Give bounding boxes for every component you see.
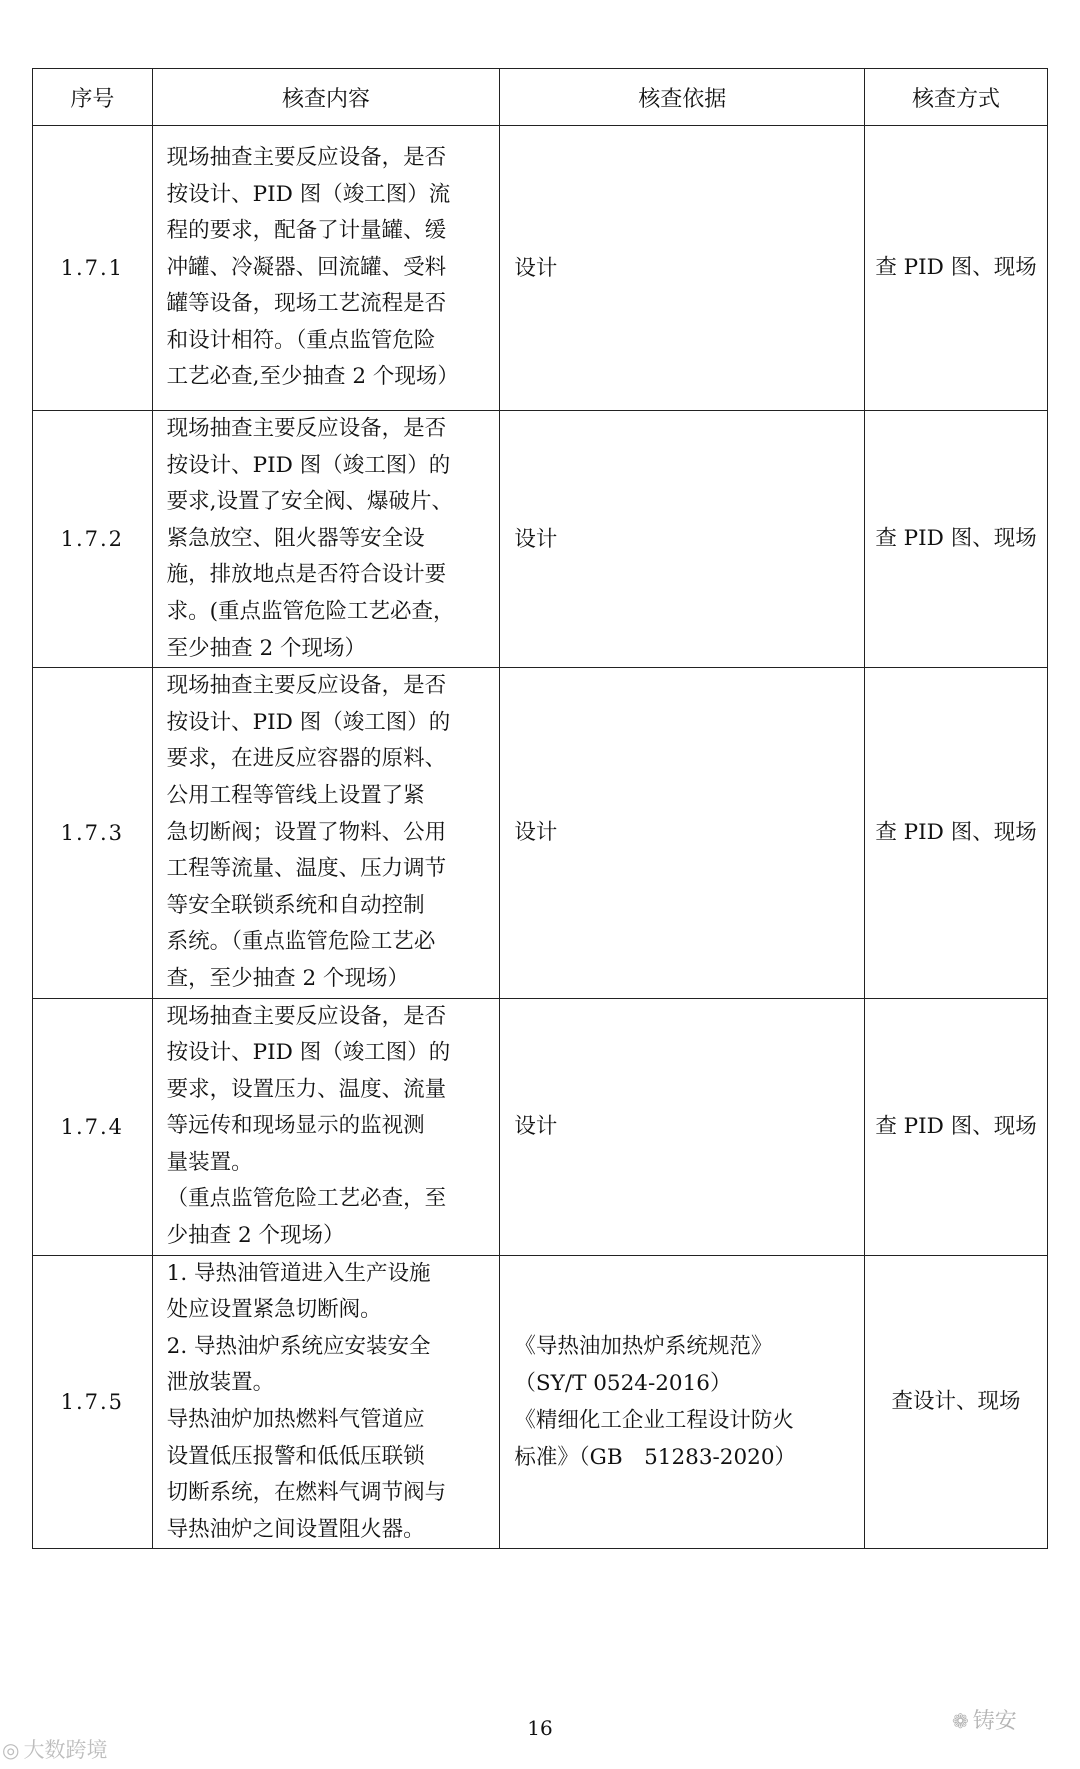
basis-line: 设计 [514,1114,558,1140]
content-line: 量装置。 [166,1149,253,1175]
content-line: 现场抽查主要反应设备，是否 [166,144,447,170]
row-number: 1.7.1 [33,126,153,411]
content-line: 1. 导热油管道进入生产设施 [166,1260,431,1286]
content-line: 要求，设置压力、温度、流量 [166,1076,447,1102]
row-basis [500,998,865,1255]
content-line: 少抽查 2 个现场） [166,1223,345,1249]
watermark-right: ❁ 铸安 [952,1709,1017,1734]
row-method: 查设计、现场 [865,1255,1048,1549]
content-line: 2. 导热油炉系统应安装安全 [166,1333,431,1359]
basis-line: 标准》（GB 51283-2020） [514,1445,797,1471]
content-line: 按设计、PID 图（竣工图）的 [166,1040,451,1066]
header-method: 核查方式 [865,69,1048,126]
content-line: 系统。（重点监管危险工艺必 [166,929,436,955]
basis-line: 《导热油加热炉系统规范》 [514,1334,773,1360]
row-number: 1.7.3 [33,668,153,998]
content-line: 求。(重点监管危险工艺必查， [166,598,455,624]
table-row [33,998,1048,1255]
content-line: 导热油炉加热燃料气管道应 [166,1407,425,1433]
content-line: 要求,设置了安全阀、爆破片、 [166,489,454,515]
content-line: 工艺必查,至少抽查 2 个现场） [166,364,459,390]
content-line: 施，排放地点是否符合设计要 [166,562,447,588]
table-row [33,1255,1048,1549]
content-line: 设置低压报警和低低压联锁 [166,1443,425,1469]
content-line: 泄放装置。 [166,1370,275,1396]
row-method: 查 PID 图、现场 [865,668,1048,998]
inspection-table [32,68,1048,1549]
row-method: 查 PID 图、现场 [865,411,1048,668]
content-line: 按设计、PID 图（竣工图）的 [166,452,451,478]
content-line: 急切断阀；设置了物料、公用 [166,819,447,845]
content-line: 至少抽查 2 个现场） [166,635,367,661]
row-content [152,411,500,668]
row-basis [500,411,865,668]
row-basis [500,668,865,998]
content-line: 现场抽查主要反应设备，是否 [166,1003,447,1029]
basis-line: 设计 [514,255,558,281]
content-line: 程的要求，配备了计量罐、缓 [166,218,447,244]
table-row [33,126,1048,411]
content-line: 公用工程等管线上设置了紧 [166,782,425,808]
table-row [33,668,1048,998]
content-line: 切断系统，在燃料气调节阀与 [166,1480,447,1506]
basis-line: （SY/T 0524-2016） [514,1371,732,1397]
table-row [33,411,1048,668]
row-content [152,998,500,1255]
content-line: 要求，在进反应容器的原料、 [166,746,447,772]
header-number: 序号 [33,69,153,126]
row-content [152,126,500,411]
row-number: 1.7.5 [33,1255,153,1549]
content-line: 现场抽查主要反应设备，是否 [166,673,447,699]
basis-line: 《精细化工企业工程设计防火 [514,1408,794,1434]
content-line: 处应设置紧急切断阀。 [166,1297,382,1323]
content-line: 等安全联锁系统和自动控制 [166,892,425,918]
row-content [152,1255,500,1549]
content-line: （重点监管危险工艺必查，至 [166,1186,447,1212]
content-line: 按设计、PID 图（竣工图）的 [166,709,451,735]
content-line: 查，至少抽查 2 个现场） [166,965,410,991]
content-line: 紧急放空、阻火器等安全设 [166,525,425,551]
row-number: 1.7.2 [33,411,153,668]
content-line: 工程等流量、温度、压力调节 [166,856,447,882]
row-basis [500,1255,865,1549]
header-basis: 核查依据 [500,69,865,126]
basis-line: 设计 [514,820,558,846]
row-number: 1.7.4 [33,998,153,1255]
content-line: 罐等设备，现场工艺流程是否 [166,291,447,317]
row-basis [500,126,865,411]
row-content [152,668,500,998]
header-content: 核查内容 [152,69,500,126]
wechat-icon: ❁ [952,1709,969,1733]
content-line: 冲罐、冷凝器、回流罐、受料 [166,254,447,280]
logo-icon: ◎ [2,1738,20,1762]
row-method: 查 PID 图、现场 [865,998,1048,1255]
content-line: 等远传和现场显示的监视测 [166,1113,425,1139]
content-line: 按设计、PID 图（竣工图）流 [166,181,451,207]
page-number: 16 [527,1716,553,1740]
content-line: 和设计相符。（重点监管危险 [166,327,436,353]
basis-line: 设计 [514,526,558,552]
content-line: 现场抽查主要反应设备，是否 [166,416,447,441]
table-header-row [33,69,1048,126]
watermark-left: ◎ 大数跨境 [2,1738,108,1762]
content-line: 导热油炉之间设置阻火器。 [166,1516,425,1542]
row-method: 查 PID 图、现场 [865,126,1048,411]
